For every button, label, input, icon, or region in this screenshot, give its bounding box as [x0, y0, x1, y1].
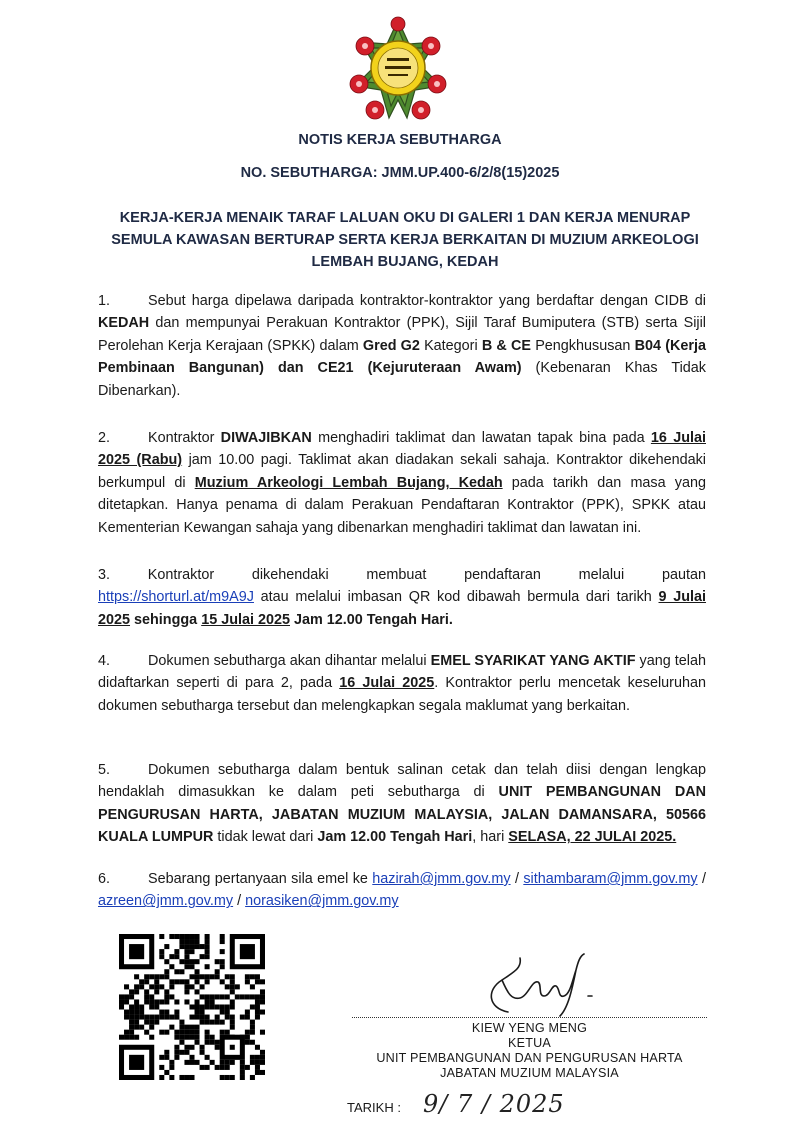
signatory-position: KETUA — [508, 1036, 551, 1050]
registration-link[interactable]: https://shorturl.at/m9A9J — [98, 589, 254, 606]
text: Sebarang pertanyaan sila emel ke — [148, 871, 373, 887]
text: jam 10.00 pagi. Taklimat akan diadakan sekali sahaja. Kontraktor dikehendaki berkumpul di — [98, 452, 706, 491]
paragraph-2 — [98, 427, 706, 539]
grade: Gred G2 — [362, 337, 420, 354]
registration-end-date: 15 Julai 2025 — [201, 611, 290, 628]
paragraph-6 — [98, 868, 706, 913]
text: Kontraktor — [148, 430, 221, 446]
word: dikehendaki — [251, 567, 329, 583]
text: , hari — [472, 829, 509, 846]
paragraph-5 — [98, 759, 706, 849]
briefing-location: Muzium Arkeologi Lembah Bujang, Kedah — [194, 474, 503, 491]
justified-line — [98, 564, 706, 586]
paragraph-3 — [98, 564, 706, 631]
jmm-crest-icon — [345, 14, 451, 126]
paragraph-number: 3. — [98, 567, 111, 583]
handwritten-date: 9/ 7 / 2025 — [423, 1090, 565, 1118]
text: tidak lewat dari — [213, 829, 318, 846]
registration-end-time: Jam 12.00 Tengah Hari. — [290, 611, 453, 628]
document-send-date: 16 Julai 2025 — [339, 675, 435, 692]
handwritten-signature-icon — [468, 950, 618, 1020]
word: melalui — [578, 567, 625, 583]
mandatory-emphasis: DIWAJIBKAN — [220, 430, 312, 446]
tender-subject: KERJA-KERJA MENAIK TARAF LALUAN OKU DI GALERI 1 DAN KERJA MENURAP SEMULA KAWASAN BERTURAP SERTA KERJA BERKAITAN DI MUZIUM ARKEOLOGI LEMBAH BUJANG, KEDAH — [111, 210, 699, 270]
signatory-name: KIEW YENG MENG — [471, 1021, 588, 1035]
text: Dokumen sebutharga akan dihantar melalui — [148, 653, 431, 669]
text: atau melalui imbasan QR kod dibawah bermula dari tarikh — [253, 589, 659, 606]
separator: / — [510, 871, 524, 887]
email-link[interactable]: hazirah@jmm.gov.my — [372, 871, 511, 887]
text: Dokumen sebutharga dalam bentuk salinan cetak dan telah diisi dengan lengkap hendaklah dimasukkan ke dalam peti sebutharga di — [98, 762, 706, 801]
text: (Kebenaran Khas Tidak Dibenarkan). — [98, 360, 706, 399]
email-link[interactable]: azreen@jmm.gov.my — [98, 893, 234, 910]
tender-reference-number: NO. SEBUTHARGA: JMM.UP.400-6/2/8(15)2025 — [240, 165, 560, 181]
word: Kontraktor — [147, 567, 215, 583]
paragraph-4 — [98, 650, 706, 717]
text: Kategori — [419, 337, 482, 354]
separator: / — [697, 871, 706, 887]
text: Sebut harga dipelawa daripada kontraktor-kontraktor yang berdaftar dengan CIDB di — [148, 293, 706, 309]
paragraph-number: 5. — [98, 762, 111, 778]
text: dan mempunyai Perakuan Kontraktor (PPK), Sijil Taraf Bumiputera (STB) serta Sijil Perolehan Kerja Kerajaan (SPKK) dalam — [98, 315, 706, 354]
paragraph-number: 2. — [98, 430, 111, 446]
email-link[interactable]: sithambaram@jmm.gov.my — [523, 871, 698, 887]
paragraph-1 — [98, 290, 706, 402]
signatory-department: JABATAN MUZIUM MALAYSIA — [440, 1066, 619, 1080]
email-emphasis: EMEL SYARIKAT YANG AKTIF — [430, 653, 636, 669]
signature-line — [352, 1017, 707, 1018]
separator: / — [233, 893, 246, 910]
registration-start-date: 9 Julai 2025 — [98, 589, 707, 628]
state-name: KEDAH — [98, 315, 150, 332]
word: pautan — [661, 567, 706, 583]
email-link[interactable]: norasiken@jmm.gov.my — [245, 893, 399, 910]
notice-title: NOTIS KERJA SEBUTHARGA — [298, 132, 502, 148]
text: sehingga — [130, 611, 202, 628]
specialization: B04 (Kerja Pembinaan Bangunan) dan CE21 (Kejuruteraan Awam) — [98, 337, 706, 377]
word: pendaftaran — [464, 567, 541, 583]
deadline-time: Jam 12.00 Tengah Hari — [317, 829, 473, 846]
briefing-date: 16 Julai 2025 (Rabu) — [98, 430, 706, 469]
paragraph-number: 4. — [98, 653, 111, 669]
text: pada tarikh dan masa yang ditetapkan. Hanya penama di dalam Perakuan Pendaftaran Kontraktor (PPK), SPKK atau Kementerian Kewangan sahaja yang dibenarkan menghadiri taklimat dan lawatan ini. — [98, 474, 706, 536]
paragraph-number: 1. — [98, 293, 111, 309]
category: B & CE — [481, 337, 532, 354]
text: Pengkhususan — [531, 337, 635, 354]
word: membuat — [366, 567, 427, 583]
text: yang telah didaftarkan seperti di para 2, pada — [98, 653, 706, 692]
submission-address: UNIT PEMBANGUNAN DAN PENGURUSAN HARTA, JABATAN MUZIUM MALAYSIA, JALAN DAMANSARA, 50566 KUALA LUMPUR — [98, 784, 707, 846]
date-label: TARIKH : — [347, 1100, 401, 1115]
paragraph-number: 6. — [98, 871, 111, 887]
text: . Kontraktor perlu mencetak keseluruhan dokumen sebutharga tersebut dan melengkapkan segala maklumat yang berkaitan. — [98, 675, 706, 714]
signatory-unit: UNIT PEMBANGUNAN DAN PENGURUSAN HARTA — [376, 1051, 683, 1065]
text: menghadiri taklimat dan lawatan tapak bina pada — [311, 430, 651, 446]
deadline-date: SELASA, 22 JULAI 2025. — [508, 829, 677, 846]
paragraph-3-body — [98, 586, 706, 631]
qr-code-icon[interactable] — [119, 934, 265, 1080]
